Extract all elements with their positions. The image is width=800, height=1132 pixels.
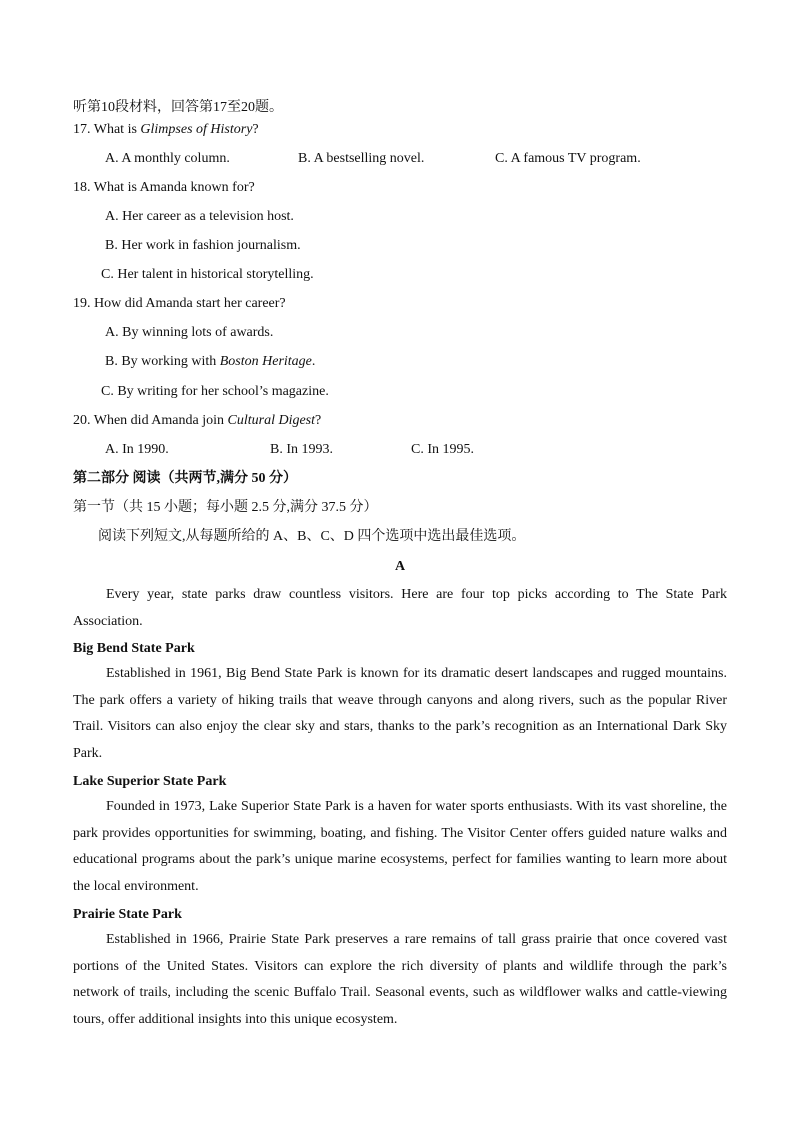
passage-intro: Every year, state parks draw countless visitors. Here are four top picks according to The State Park Association. — [73, 587, 727, 629]
q19-option-c: C. By writing for her school’s magazine. — [101, 384, 329, 399]
q20-stem-italic: Cultural Digest — [227, 413, 316, 428]
park-text-big-bend: Established in 1961, Big Bend State Park is known for its dramatic desert landscapes and rugged mountains. The park offers a variety of hiking trails that weave through canyons and along rivers, such as the popular River Trail. Visitors can also enjoy the clear sky and stars, thanks to the park’s recognition as an International Dark Sky Park. — [73, 666, 727, 761]
q20-option-c: C. In 1995. — [411, 442, 474, 457]
q17-option-a: A. A monthly column. — [105, 151, 230, 166]
q17-stem-suffix: ? — [252, 122, 259, 137]
reading-part-title: 第二部分 阅读（共两节,满分 50 分） — [73, 471, 297, 486]
q17-stem-prefix: 17. What is — [73, 122, 141, 137]
park-text-prairie: Established in 1966, Prairie State Park preserves a rare remains of tall grass prairie that once covered vast portions of the United States. Visitors can explore the rich diversity of plants and wildlife through the park’s network of trails, including the scenic Buffalo Trail. Seasonal events, such as wildflower walks and cattle-viewing tours, offer additional insights into this unique ecosystem. — [73, 932, 727, 1027]
q18-option-c: C. Her talent in historical storytelling. — [101, 267, 314, 282]
reading-section-title: 第一节（共 15 小题；每小题 2.5 分,满分 37.5 分） — [73, 500, 378, 515]
park-heading-prairie: Prairie State Park — [73, 907, 182, 922]
q20-stem-suffix: ? — [315, 413, 322, 428]
q20-option-b: B. In 1993. — [270, 442, 333, 457]
q20-stem-prefix: 20. When did Amanda join — [73, 413, 228, 428]
park-heading-lake-superior: Lake Superior State Park — [73, 774, 227, 789]
q19-option-b-text: B. By working with — [105, 354, 220, 369]
question-20 — [73, 412, 321, 430]
q19-option-a: A. By winning lots of awards. — [105, 325, 274, 340]
q18-option-a: A. Her career as a television host. — [105, 209, 294, 224]
listening-intro: 听第10段材料，回答第17至20题。 — [73, 100, 283, 115]
park-heading-big-bend: Big Bend State Park — [73, 641, 195, 656]
question-18: 18. What is Amanda known for? — [73, 180, 255, 195]
q17-stem-italic: Glimpses of History — [140, 122, 253, 137]
q19-option-b-suffix: . — [311, 354, 316, 369]
q17-option-b: B. A bestselling novel. — [298, 151, 425, 166]
question-19: 19. How did Amanda start her career? — [73, 296, 286, 311]
q18-option-b: B. Her work in fashion journalism. — [105, 238, 301, 253]
q19-option-b-italic: Boston Heritage — [219, 354, 312, 369]
park-text-lake-superior: Founded in 1973, Lake Superior State Park is a haven for water sports enthusiasts. With its vast shoreline, the park provides opportunities for swimming, boating, and fishing. The Visitor Center offers guided nature walks and educational programs about the park’s unique marine ecosystems, perfect for families wanting to learn more about the local environment. — [73, 799, 727, 894]
question-17 — [73, 121, 259, 139]
q17-option-c: C. A famous TV program. — [495, 151, 641, 166]
passage-label: A — [394, 559, 406, 574]
q20-option-a: A. In 1990. — [105, 442, 169, 457]
reading-instruction: 阅读下列短文,从每题所给的 A、B、C、D 四个选项中选出最佳选项。 — [98, 529, 526, 544]
q19-option-b — [105, 353, 315, 371]
